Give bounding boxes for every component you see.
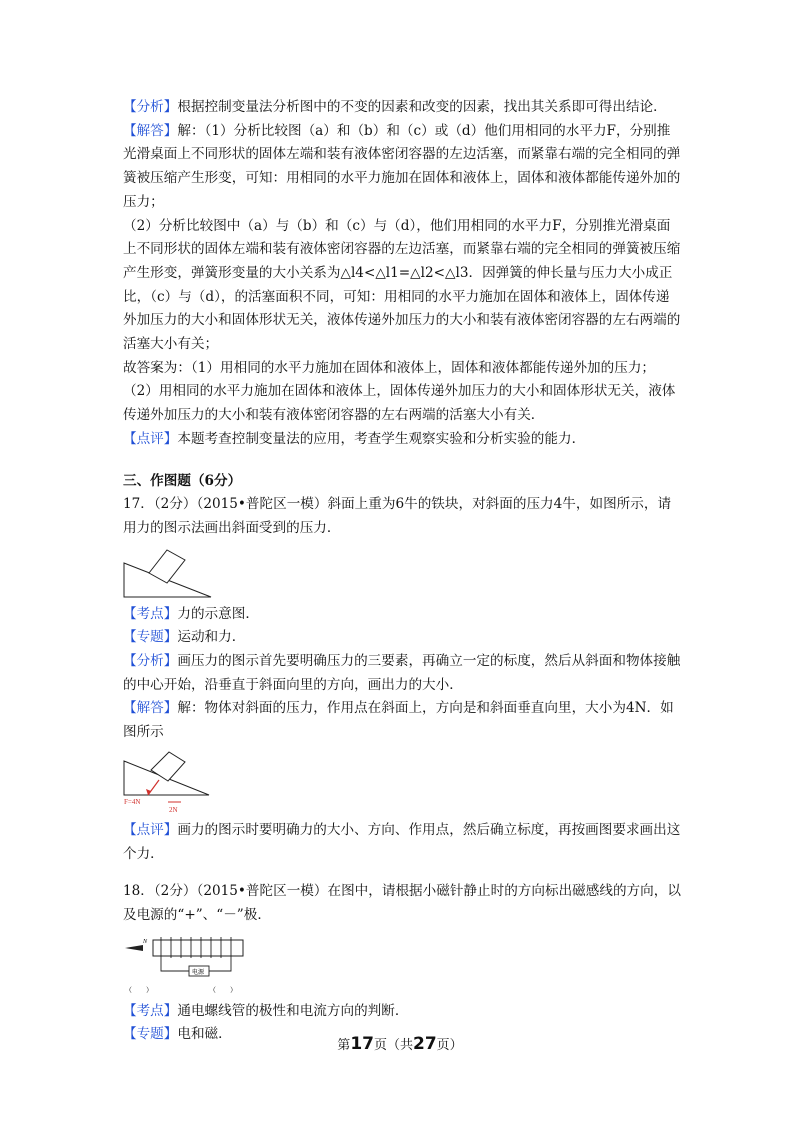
- circuit-wire: [161, 958, 189, 971]
- q17-kaodian: 【考点】力的示意图．: [123, 605, 259, 622]
- q16-analysis: 【分析】根据控制变量法分析图中的不变的因素和改变的因素，找出其关系即可得出结论．: [123, 99, 667, 115]
- blank-left: （ ）: [125, 985, 153, 994]
- q17-stem: 17．（2分）（2015•普陀区一模）斜面上重为6牛的铁块，对斜面的压力4牛，如图所示，请用力的图示法画出斜面受到的压力．: [123, 496, 672, 536]
- page-footer: 第17页（共27页）: [337, 1034, 463, 1054]
- q18-kaodian: 【考点】通电螺线管的极性和电流方向的判断．: [123, 1002, 409, 1019]
- force-diagram-figure: [123, 751, 213, 815]
- q17-comment: 【点评】画力的图示时要明确力的大小、方向、作用点，然后确立标度，再按画图要求画出这个力．: [123, 821, 681, 862]
- comment-tag: 【点评】: [123, 430, 178, 447]
- q16-answer-1: 【解答】解：（1）分析比较图（a）和（b）和（c）或（d）他们用相同的水平力F，分别推光滑桌面上不同形状的固体左端和装有液体密闭容器的左边活塞，而紧靠右端的完全相同的弹簧被压缩产生形变，可知：用相同的水平力施加在固体和液体上，固体和液体都能传递外加的压力；: [123, 122, 681, 210]
- q18-stem: 18．（2分）（2015•普陀区一模）在图中，请根据小磁针静止时的方向标出磁感线的方向，以及电源的“+”、“－”极．: [123, 883, 681, 923]
- force-label: F=4N: [124, 797, 141, 806]
- q16-final-1: 故答案为：（1）用相同的水平力施加在固体和液体上，固体和液体都能传递外加的压力；: [123, 359, 656, 376]
- q17-zhuanti: 【专题】运动和力．: [123, 629, 246, 646]
- q17-answer: 【解答】解：物体对斜面的压力，作用点在斜面上，方向是和斜面垂直向里，大小为4N．如图所示: [123, 700, 674, 741]
- page-content: [123, 96, 683, 1047]
- block-shape: [149, 550, 185, 583]
- analysis-tag: 【分析】: [123, 99, 178, 115]
- section-title: 三、作图题（6分）: [123, 472, 242, 489]
- solenoid-figure: [123, 934, 253, 996]
- blank-right: （ ）: [209, 985, 237, 994]
- total-page-number: 27: [413, 1034, 437, 1054]
- q18-zhuanti: 【专题】电和磁．: [123, 1026, 232, 1043]
- block-shape: [151, 752, 185, 781]
- needle-label: N: [143, 938, 148, 945]
- current-page-number: 17: [350, 1034, 374, 1054]
- solenoid-core: [153, 940, 243, 956]
- q17-analysis: 【分析】画压力的图示首先要明确压力的三要素，再确立一定的标度，然后从斜面和物体接触的中心开始，沿垂直于斜面向里的方向，画出力的大小．: [123, 653, 681, 693]
- circuit-wire-right: [209, 958, 231, 971]
- force-arrowhead: [146, 789, 151, 795]
- q16-comment: 【点评】本题考查控制变量法的应用，考查学生观察实验和分析实验的能力．: [123, 430, 586, 447]
- q16-answer-2: （2）分析比较图中（a）与（b）和（c）与（d），他们用相同的水平力F，分别推光滑桌面上不同形状的固体左端和装有液体密闭容器的左边活塞，而紧靠右端的完全相同的弹簧被压缩产生形变，弹簧形变量的大小关系为△l4<△l1=△l2<△l3．因弹簧的伸长量与压力大小成正比，（c）与（d），的活塞面积不同，可知：用相同的水平力施加在固体和液体上，固体传递外加压力的大小和固体形状无关，液体传递外加压力的大小和装有液体密闭容器的左右两端的活塞大小有关；: [123, 217, 681, 353]
- power-source-label: 电源: [192, 968, 205, 976]
- q16-final-2: （2）用相同的水平力施加在固体和液体上，固体传递外加压力的大小和固体形状无关，液体传递外加压力的大小和装有液体密闭容器的左右两端的活塞大小有关．: [123, 383, 676, 424]
- answer-tag: 【解答】: [123, 122, 178, 139]
- incline-figure: [123, 547, 213, 599]
- compass-needle: [125, 945, 143, 951]
- scale-label: 2N: [169, 805, 178, 814]
